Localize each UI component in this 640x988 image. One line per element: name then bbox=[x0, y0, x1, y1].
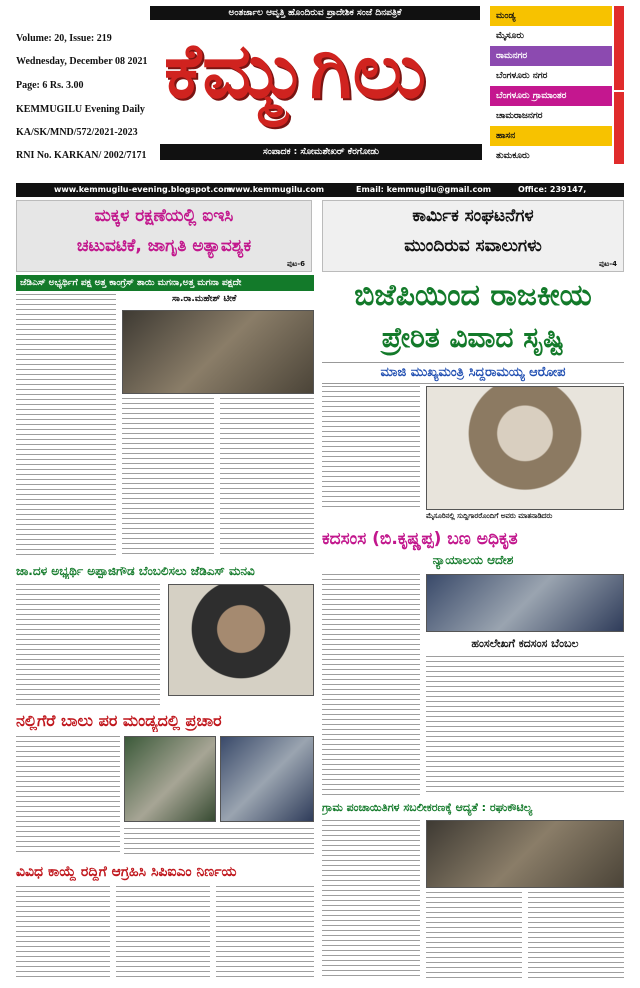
gram-text-col2 bbox=[426, 892, 522, 980]
box-left-line1: ಮಕ್ಕಳ ರಕ್ಷಣೆಯಲ್ಲಿ ಐಇಸಿ bbox=[94, 206, 234, 226]
box-right-line1: ಕಾರ್ಮಿಕ ಸಂಘಟನೆಗಳ bbox=[412, 206, 534, 226]
masthead-stripe-bottom bbox=[614, 92, 624, 164]
issue-date: Wednesday, December 08 2021 bbox=[16, 56, 148, 67]
appajigowda-headline[interactable]: ಜಾ.ದಳ ಅಭ್ಯರ್ಥಿ ಅಪ್ಪಾಜಿಗೌಡ ಬೆಂಬಲಿಸಲು ಜೆಡಿಎಸ್ ಮನವಿ bbox=[16, 564, 255, 578]
page-price: Page: 6 Rs. 3.00 bbox=[16, 80, 84, 91]
gram-text-col1 bbox=[322, 820, 420, 980]
district-mandya: ಮಂಡ್ಯ bbox=[490, 6, 612, 26]
contact-bar bbox=[16, 183, 624, 197]
campaign-photo-1 bbox=[124, 736, 216, 822]
district-bengaluru-rural: ಬೆಂಗಳೂರು ಗ್ರಾಮಾಂತರ bbox=[490, 86, 612, 106]
newspaper-logo: ಕೆಮ್ಮುಗಿಲು bbox=[164, 26, 428, 115]
kadasamsa-text bbox=[322, 574, 420, 796]
box-left-page: ಪುಟ-6 bbox=[286, 260, 305, 268]
siddaramaiah-photo bbox=[426, 386, 624, 510]
appajigowda-text bbox=[16, 584, 160, 706]
balu-text-caption bbox=[124, 828, 314, 856]
article-text-col2 bbox=[122, 398, 214, 558]
jds-headline-bar[interactable]: ಜೆಡಿಎಸ್ ಅಭ್ಯರ್ಥಿಗೆ ಪಕ್ಷ ಅತ್ತ ಕಾಂಗ್ರೆಸ್ ತಾಯಿ ಮಗನಾ,ಅತ್ತ ಮಗನಾ ಪಕ್ಷದೇ bbox=[16, 275, 314, 291]
district-hassan: ಹಾಸನ bbox=[490, 126, 612, 146]
campaign-photo-2 bbox=[220, 736, 314, 822]
main-headline-line1[interactable]: ಬಿಜೆಪಿಯಿಂದ ರಾಜಕೀಯ bbox=[354, 278, 592, 313]
blog-link[interactable]: www.kemmugilu-evening.blogspot.com bbox=[54, 185, 232, 194]
article-text-col3 bbox=[220, 398, 314, 558]
box-right-line2: ಮುಂದಿರುವ ಸವಾಲುಗಳು bbox=[404, 236, 542, 256]
email-link[interactable]: Email: kemmugilu@gmail.com bbox=[356, 185, 492, 194]
district-mysuru: ಮೈಸೂರು bbox=[490, 26, 612, 46]
district-ramanagara: ರಾಮನಗರ bbox=[490, 46, 612, 66]
child-protection-box[interactable] bbox=[16, 200, 312, 272]
byline-sara-mahesh: ಸಾ.ರಾ.ಮಹೇಶ್ ಟೀಕೆ bbox=[172, 294, 237, 304]
district-bengaluru-city: ಬೆಂಗಳೂರು ನಗರ bbox=[490, 66, 612, 86]
jds-event-photo bbox=[122, 310, 314, 394]
hamsalekha-headline[interactable]: ಹಂಸಲೇಖಗೆ ಕದಸಂಸ ಬೆಂಬಲ bbox=[471, 637, 579, 650]
box-left-line2: ಚಟುವಟಿಕೆ, ಜಾಗೃತಿ ಅತ್ಯಾವಶ್ಯಕ bbox=[76, 236, 252, 256]
editor-line: ಸಂಪಾದಕ : ಸೋಮಶೇಖರ್ ಕೆರಗೋಡು bbox=[160, 144, 482, 160]
kadasamsa-meeting-photo bbox=[426, 574, 624, 632]
website-link[interactable]: www.kemmugilu.com bbox=[228, 185, 325, 194]
main-article-text bbox=[322, 386, 420, 510]
district-chamarajanagara: ಚಾಮರಾಜನಗರ bbox=[490, 106, 612, 126]
siddaramaiah-subhead: ಮಾಜಿ ಮುಖ್ಯಮಂತ್ರಿ ಸಿದ್ದರಾಮಯ್ಯ ಆರೋಪ bbox=[322, 362, 624, 384]
kadasamsa-headline[interactable]: ಕದಸಂಸ (ಬಿ.ಕೃಷ್ಣಪ್ಪ) ಬಣ ಅಧಿಕೃತ bbox=[322, 529, 518, 549]
gram-text-col3 bbox=[528, 892, 624, 980]
cpim-text-col1 bbox=[16, 886, 110, 980]
main-headline-line2[interactable]: ಪ್ರೇರಿತ ವಿವಾದ ಸೃಷ್ಟಿ bbox=[381, 321, 565, 354]
candidate-portrait-photo bbox=[168, 584, 314, 696]
rni-number: RNI No. KARKAN/ 2002/7171 bbox=[16, 150, 147, 161]
siddaramaiah-photo-caption: ಮೈಸೂರಿನಲ್ಲಿ ಸುದ್ದಿಗಾರರೊಂದಿಗೆ ಅವರು ಮಾತನಾಡಿದರು bbox=[426, 512, 553, 520]
court-order-subhead: ನ್ಯಾಯಾಲಯ ಆದೇಶ bbox=[432, 553, 514, 567]
labour-unions-box[interactable] bbox=[322, 200, 624, 272]
cpim-text-col2 bbox=[116, 886, 210, 980]
registration-number: KA/SK/MND/572/2021-2023 bbox=[16, 127, 138, 138]
nalligere-balu-headline[interactable]: ನಲ್ಲಿಗೆರೆ ಬಾಲು ಪರ ಮಂಡ್ಯದಲ್ಲಿ ಪ್ರಚಾರ bbox=[16, 711, 222, 730]
gram-panchayat-headline[interactable]: ಗ್ರಾಮ ಪಂಚಾಯಿತಿಗಳ ಸಬಲೀಕರಣಕ್ಕೆ ಆದ್ಯತೆ : ರಘುಕೌಟಿಲ್ಯ bbox=[322, 801, 533, 814]
balu-text-col1 bbox=[16, 736, 120, 856]
cpim-text-col3 bbox=[216, 886, 314, 980]
article-text-col1 bbox=[16, 294, 116, 558]
paper-name: KEMMUGILU Evening Daily bbox=[16, 104, 145, 115]
district-tumakuru: ತುಮಕೂರು bbox=[490, 146, 612, 166]
office-phone: Office: 239147, bbox=[518, 185, 587, 194]
volume-issue: Volume: 20, Issue: 219 bbox=[16, 33, 112, 44]
masthead-tagline: ಅಂತರ್ಜಾಲ ಆವೃತ್ತಿ ಹೊಂದಿರುವ ಪ್ರಾದೇಶಿಕ ಸಂಜೆ ದಿನಪತ್ರಿಕೆ bbox=[150, 6, 480, 20]
box-right-page: ಪುಟ-4 bbox=[598, 260, 617, 268]
masthead-stripe-top bbox=[614, 6, 624, 90]
hamsalekha-text bbox=[426, 656, 624, 796]
gram-panchayat-photo bbox=[426, 820, 624, 888]
cpim-headline[interactable]: ವಿವಿಧ ಕಾಯ್ದೆ ರದ್ದಿಗೆ ಆಗ್ರಹಿಸಿ ಸಿಪಿಐಎಂ ನಿರ್ಣಯ bbox=[16, 864, 237, 880]
